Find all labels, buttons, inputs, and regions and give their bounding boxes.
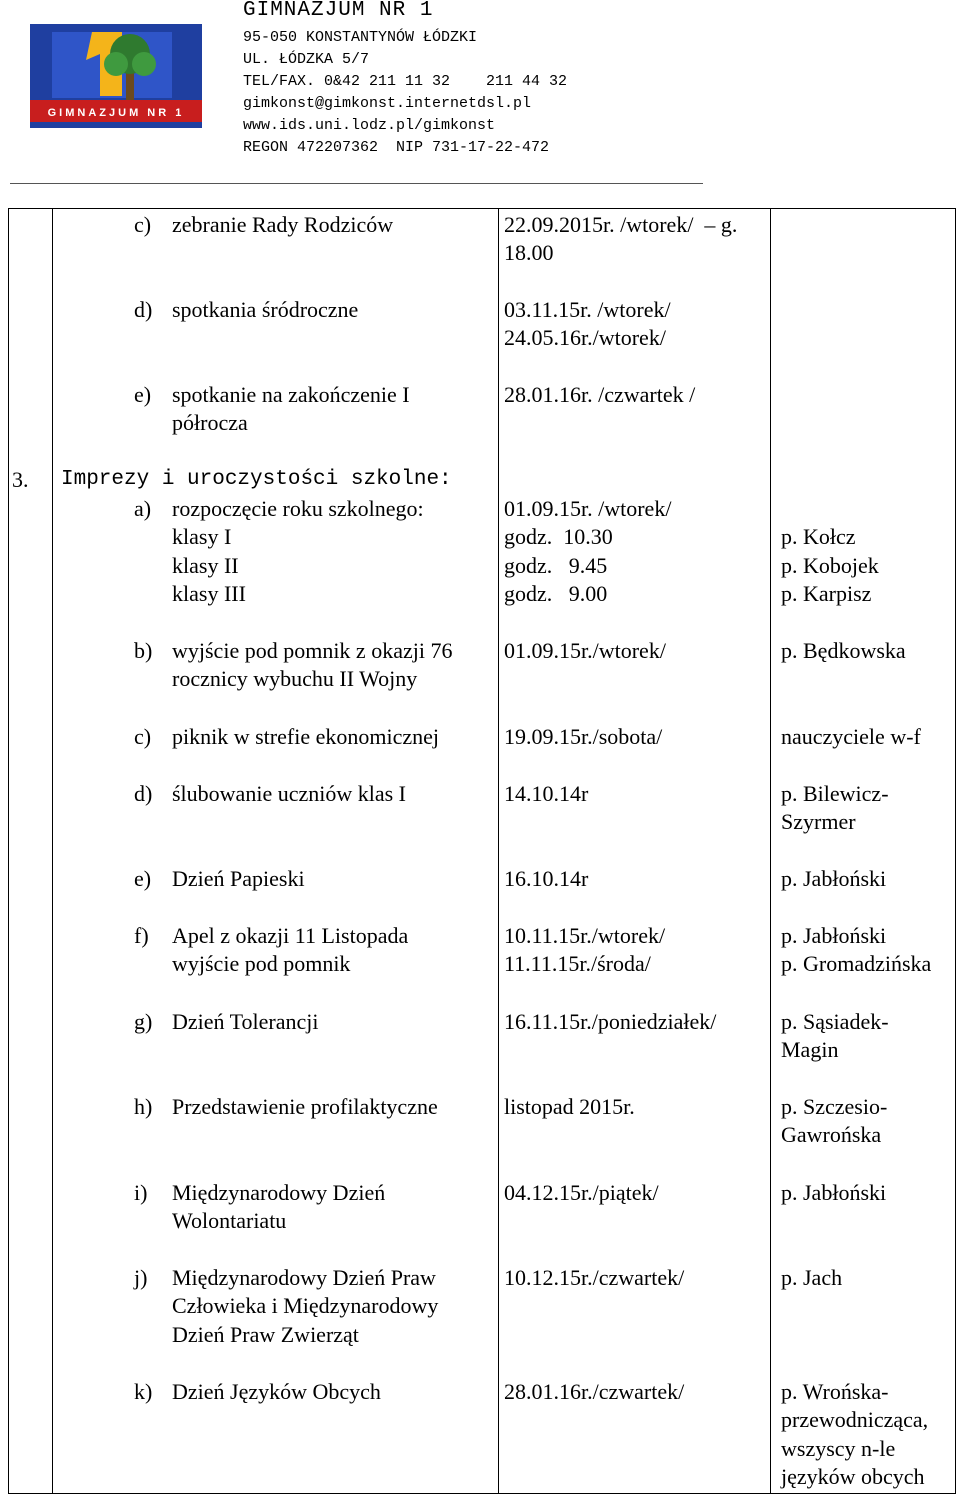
section-title: Imprezy i uroczystości szkolne: bbox=[61, 468, 452, 491]
activity-text: piknik w strefie ekonomicznej bbox=[172, 724, 439, 749]
column-divider bbox=[498, 209, 499, 1493]
school-logo bbox=[30, 24, 202, 128]
date-text: 04.12.15r./piątek/ bbox=[504, 1180, 659, 1205]
activity-text: klasy I bbox=[172, 524, 232, 550]
date-text: 03.11.15r. /wtorek/ bbox=[504, 297, 671, 322]
row-letter: d) bbox=[134, 781, 153, 806]
activity-text: klasy II bbox=[172, 552, 239, 578]
row-letter: f) bbox=[134, 923, 149, 948]
row-letter: e) bbox=[134, 382, 152, 407]
date-text: 24.05.16r./wtorek/ bbox=[504, 325, 666, 351]
row-letter: c) bbox=[134, 212, 152, 237]
date-text: 01.09.15r. /wtorek/ bbox=[504, 496, 672, 521]
date-text: godz. 10.30 bbox=[504, 524, 613, 550]
person-text: języków obcych bbox=[781, 1464, 925, 1490]
activity-text: półrocza bbox=[172, 410, 248, 436]
activity-text: spotkania śródroczne bbox=[172, 297, 359, 322]
row-letter: h) bbox=[134, 1094, 153, 1119]
date-text: listopad 2015r. bbox=[504, 1094, 635, 1119]
date-text: godz. 9.45 bbox=[504, 552, 608, 578]
row-letter: d) bbox=[134, 297, 153, 322]
date-text: 10.12.15r./czwartek/ bbox=[504, 1265, 685, 1290]
row-letter: k) bbox=[134, 1379, 153, 1404]
person-text: p. Jabłoński bbox=[781, 1180, 887, 1205]
person-text: p. Jabłoński bbox=[781, 866, 887, 891]
section-number: 3. bbox=[12, 467, 29, 492]
row-letter: j) bbox=[134, 1265, 148, 1290]
row-letter: a) bbox=[134, 496, 152, 521]
activity-text: Apel z okazji 11 Listopada bbox=[172, 923, 409, 948]
activity-text: rozpoczęcie roku szkolnego: bbox=[172, 496, 424, 521]
date-text: 19.09.15r./sobota/ bbox=[504, 724, 663, 749]
person-text: Szyrmer bbox=[781, 809, 856, 835]
date-text: 28.01.16r./czwartek/ bbox=[504, 1379, 685, 1404]
column-divider bbox=[770, 209, 771, 1493]
person-text: przewodnicząca, bbox=[781, 1407, 929, 1433]
person-text: Magin bbox=[781, 1037, 839, 1063]
date-text: 28.01.16r. /czwartek / bbox=[504, 382, 696, 407]
activity-text: Międzynarodowy Dzień Praw bbox=[172, 1265, 436, 1290]
activity-text: klasy III bbox=[172, 581, 246, 607]
activity-text: Dzień Języków Obcych bbox=[172, 1379, 381, 1404]
date-text: 01.09.15r./wtorek/ bbox=[504, 638, 666, 663]
date-text: 18.00 bbox=[504, 240, 554, 266]
date-text: 16.10.14r bbox=[504, 866, 589, 891]
logo-text: GIMNAZJUM NR 1 bbox=[47, 107, 185, 119]
person-text: nauczyciele w-f bbox=[781, 724, 921, 749]
row-letter: b) bbox=[134, 638, 153, 663]
activity-text: Dzień Praw Zwierząt bbox=[172, 1321, 359, 1347]
person-text: p. Jach bbox=[781, 1265, 843, 1290]
date-text: 11.11.15r./środa/ bbox=[504, 951, 651, 977]
row-letter: g) bbox=[134, 1009, 153, 1034]
person-text: p. Szczesio- bbox=[781, 1094, 888, 1119]
activity-text: Przedstawienie profilaktyczne bbox=[172, 1094, 438, 1119]
address-line: 95-050 KONSTANTYNÓW ŁÓDZKI bbox=[243, 29, 478, 46]
street-line: UL. ŁÓDZKA 5/7 bbox=[243, 51, 370, 68]
school-header bbox=[243, 0, 843, 159]
person-text: p. Kobojek bbox=[781, 552, 879, 578]
regon-line: REGON 472207362 NIP 731-17-22-472 bbox=[243, 139, 550, 156]
row-letter: c) bbox=[134, 724, 152, 749]
activity-text: wyjście pod pomnik bbox=[172, 951, 351, 977]
activity-text: Człowieka i Międzynarodowy bbox=[172, 1293, 439, 1319]
activity-text: Dzień Tolerancji bbox=[172, 1009, 319, 1034]
activity-text: Międzynarodowy Dzień bbox=[172, 1180, 386, 1205]
school-name: GIMNAZJUM NR 1 bbox=[243, 0, 434, 22]
person-text: p. Wrońska- bbox=[781, 1379, 889, 1404]
activity-text: spotkanie na zakończenie I bbox=[172, 382, 410, 407]
schedule-table bbox=[8, 208, 956, 1494]
date-text: 14.10.14r bbox=[504, 781, 589, 806]
activity-text: ślubowanie uczniów klas I bbox=[172, 781, 406, 806]
activity-text: Dzień Papieski bbox=[172, 866, 305, 891]
row-letter: e) bbox=[134, 866, 152, 891]
date-text: 16.11.15r./poniedziałek/ bbox=[504, 1009, 717, 1034]
activity-text: wyjście pod pomnik z okazji 76 bbox=[172, 638, 453, 663]
email-line[interactable]: gimkonst@gimkonst.internetdsl.pl bbox=[243, 95, 532, 112]
activity-text: rocznicy wybuchu II Wojny bbox=[172, 666, 418, 692]
activity-text: Wolontariatu bbox=[172, 1208, 287, 1234]
person-text: wszyscy n-le bbox=[781, 1435, 896, 1461]
website-line[interactable]: www.ids.uni.lodz.pl/gimkonst bbox=[243, 117, 496, 134]
date-text: godz. 9.00 bbox=[504, 581, 608, 607]
person-text: p. Bilewicz- bbox=[781, 781, 889, 806]
person-text: p. Będkowska bbox=[781, 638, 906, 663]
activity-text: zebranie Rady Rodziców bbox=[172, 212, 394, 237]
phone-line: TEL/FAX. 0&42 211 11 32 211 44 32 bbox=[243, 73, 568, 90]
person-text: p. Jabłoński bbox=[781, 923, 887, 948]
person-text: p. Karpisz bbox=[781, 581, 872, 607]
column-divider bbox=[52, 209, 53, 1493]
row-letter: i) bbox=[134, 1180, 148, 1205]
date-text: 10.11.15r./wtorek/ bbox=[504, 923, 666, 948]
header-divider bbox=[10, 183, 703, 184]
person-text: Gawrońska bbox=[781, 1122, 882, 1148]
person-text: p. Sąsiadek- bbox=[781, 1009, 889, 1034]
person-text: p. Gromadzińska bbox=[781, 951, 932, 977]
person-text: p. Kołcz bbox=[781, 524, 856, 550]
date-text: 22.09.2015r. /wtorek/ – g. bbox=[504, 212, 738, 237]
